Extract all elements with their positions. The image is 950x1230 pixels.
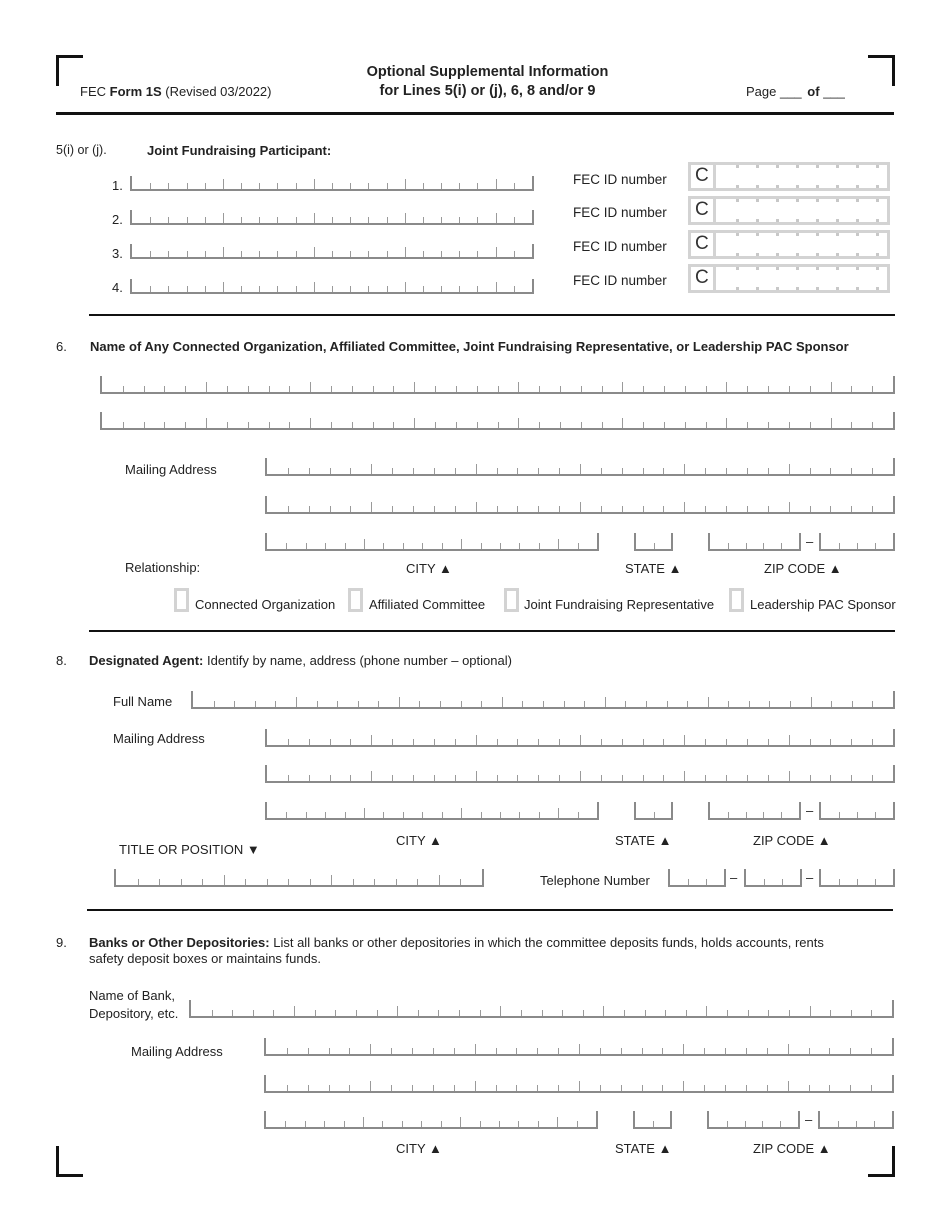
form-prefix: FEC: [80, 84, 106, 99]
section6-zip4-input[interactable]: [819, 533, 895, 551]
fec-id-input-2[interactable]: [688, 196, 890, 225]
section9-heading-bold: Banks or Other Depositories:: [89, 935, 270, 950]
section6-zip5-input[interactable]: [708, 533, 801, 551]
section9-zip4-input[interactable]: [818, 1111, 894, 1129]
connected-org-name-line2-input[interactable]: [100, 412, 895, 430]
section8-rule: [87, 909, 893, 911]
fec-id-input-1[interactable]: [688, 162, 890, 191]
phone-dash-2: –: [806, 870, 814, 885]
phone-area-code-input[interactable]: [668, 869, 726, 887]
section8-heading-bold: Designated Agent:: [89, 653, 204, 668]
section6-address-line2-input[interactable]: [265, 496, 895, 514]
section9-zip-dash: –: [805, 1112, 813, 1127]
title-or-position-label: TITLE OR POSITION ▼: [119, 842, 260, 857]
of-label: of: [807, 84, 820, 99]
phone-line-input[interactable]: [819, 869, 895, 887]
phone-dash-1: –: [730, 870, 738, 885]
section5-number: 5(i) or (j).: [56, 143, 107, 157]
phone-prefix-input[interactable]: [744, 869, 802, 887]
header-rule: [56, 112, 894, 115]
section6-city-input[interactable]: [265, 533, 599, 551]
section9-heading-line2: safety deposit boxes or maintains funds.: [89, 951, 321, 966]
bank-name-label-line1: Name of Bank,: [89, 988, 175, 1003]
section9-zip5-input[interactable]: [707, 1111, 800, 1129]
joint-fundraising-representative-label: Joint Fundraising Representative: [524, 597, 715, 612]
leadership-pac-sponsor-checkbox[interactable]: [729, 588, 744, 612]
form-name: Form 1S: [109, 84, 162, 99]
title-or-position-input[interactable]: [114, 869, 484, 887]
section6-zip-label: ZIP CODE ▲: [764, 561, 842, 576]
section9-heading-rest: List all banks or other depositories in which the committee deposits funds, holds accounts, rents: [273, 935, 824, 950]
connected-organization-checkbox[interactable]: [174, 588, 189, 612]
relationship-label: Relationship:: [125, 560, 201, 575]
section6-address-line1-input[interactable]: [265, 458, 895, 476]
leadership-pac-sponsor-label: Leadership PAC Sponsor: [750, 597, 896, 612]
section5-rule: [89, 314, 895, 316]
section9-address-line1-input[interactable]: [264, 1038, 894, 1056]
form-title-line1: Optional Supplemental Information: [366, 64, 609, 80]
fec-id-prefix-2: C: [695, 199, 709, 220]
connected-organization-label: Connected Organization: [195, 597, 336, 612]
participant-name-4-input[interactable]: [130, 279, 534, 294]
section6-city-label: CITY ▲: [406, 561, 452, 576]
participant-row-4-number: 4.: [112, 280, 123, 295]
section9-mailing-address-label: Mailing Address: [131, 1044, 223, 1059]
fec-id-prefix-1: C: [695, 165, 709, 186]
fec-id-prefix-3: C: [695, 233, 709, 254]
section8-zip5-input[interactable]: [708, 802, 801, 820]
section5-heading: Joint Fundraising Participant:: [147, 143, 332, 158]
participant-name-2-input[interactable]: [130, 210, 534, 225]
affiliated-committee-label: Affiliated Committee: [369, 597, 486, 612]
form-id: [80, 84, 272, 99]
section9-zip-label: ZIP CODE ▲: [753, 1141, 831, 1156]
section8-zip-dash: –: [806, 803, 814, 818]
corner-mark-bottom-right: [868, 1146, 895, 1177]
section6-state-input[interactable]: [634, 533, 673, 551]
section9-state-input[interactable]: [633, 1111, 672, 1129]
section8-zip-label: ZIP CODE ▲: [753, 833, 831, 848]
fec-id-label-3: FEC ID number: [573, 239, 667, 254]
section6-mailing-address-label: Mailing Address: [125, 462, 217, 477]
fec-id-label-1: FEC ID number: [573, 172, 667, 187]
agent-full-name-input[interactable]: [191, 691, 895, 709]
of-blank: ___: [823, 84, 845, 99]
section9-city-label: CITY ▲: [396, 1141, 442, 1156]
section8-city-input[interactable]: [265, 802, 599, 820]
form-title-line2: for Lines 5(i) or (j), 6, 8 and/or 9: [379, 83, 596, 99]
corner-mark-bottom-left: [56, 1146, 83, 1177]
section9-heading-line1: [89, 935, 824, 950]
section9-state-label: STATE ▲: [615, 1141, 672, 1156]
section6-number: 6.: [56, 339, 67, 354]
bank-name-input[interactable]: [189, 1000, 894, 1018]
fec-id-label-4: FEC ID number: [573, 273, 667, 288]
bank-name-label-line2: Depository, etc.: [89, 1006, 179, 1021]
full-name-label: Full Name: [113, 694, 173, 709]
section6-state-label: STATE ▲: [625, 561, 682, 576]
section9-number: 9.: [56, 935, 67, 950]
fec-id-prefix-4: C: [695, 267, 709, 288]
participant-name-3-input[interactable]: [130, 244, 534, 259]
section8-address-line2-input[interactable]: [265, 765, 895, 783]
participant-row-3-number: 3.: [112, 246, 123, 261]
section6-zip-dash: –: [806, 534, 814, 549]
fec-id-input-4[interactable]: [688, 264, 890, 293]
section9-city-input[interactable]: [264, 1111, 598, 1129]
section6-heading: Name of Any Connected Organization, Affiliated Committee, Joint Fundraising Representative, or Leadership PAC Sponsor: [90, 339, 849, 354]
section8-mailing-address-label: Mailing Address: [113, 731, 205, 746]
page-number: [746, 84, 845, 99]
form-revision: (Revised 03/2022): [165, 84, 272, 99]
section8-city-label: CITY ▲: [396, 833, 442, 848]
section8-address-line1-input[interactable]: [265, 729, 895, 747]
participant-row-1-number: 1.: [112, 178, 123, 193]
section9-address-line2-input[interactable]: [264, 1075, 894, 1093]
section8-heading-rest: Identify by name, address (phone number – optional): [206, 653, 512, 668]
affiliated-committee-checkbox[interactable]: [348, 588, 363, 612]
corner-mark-top-right: [868, 55, 895, 86]
section8-heading: [89, 653, 512, 668]
section8-zip4-input[interactable]: [819, 802, 895, 820]
corner-mark-top-left: [56, 55, 83, 86]
connected-org-name-line1-input[interactable]: [100, 376, 895, 394]
section8-state-input[interactable]: [634, 802, 673, 820]
joint-fundraising-representative-checkbox[interactable]: [504, 588, 519, 612]
page-label: Page ___: [746, 84, 802, 99]
section8-state-label: STATE ▲: [615, 833, 672, 848]
participant-row-2-number: 2.: [112, 212, 123, 227]
section8-number: 8.: [56, 653, 67, 668]
section6-rule: [89, 630, 895, 632]
participant-name-1-input[interactable]: [130, 176, 534, 191]
fec-id-label-2: FEC ID number: [573, 205, 667, 220]
telephone-label: Telephone Number: [540, 873, 650, 888]
fec-id-input-3[interactable]: [688, 230, 890, 259]
